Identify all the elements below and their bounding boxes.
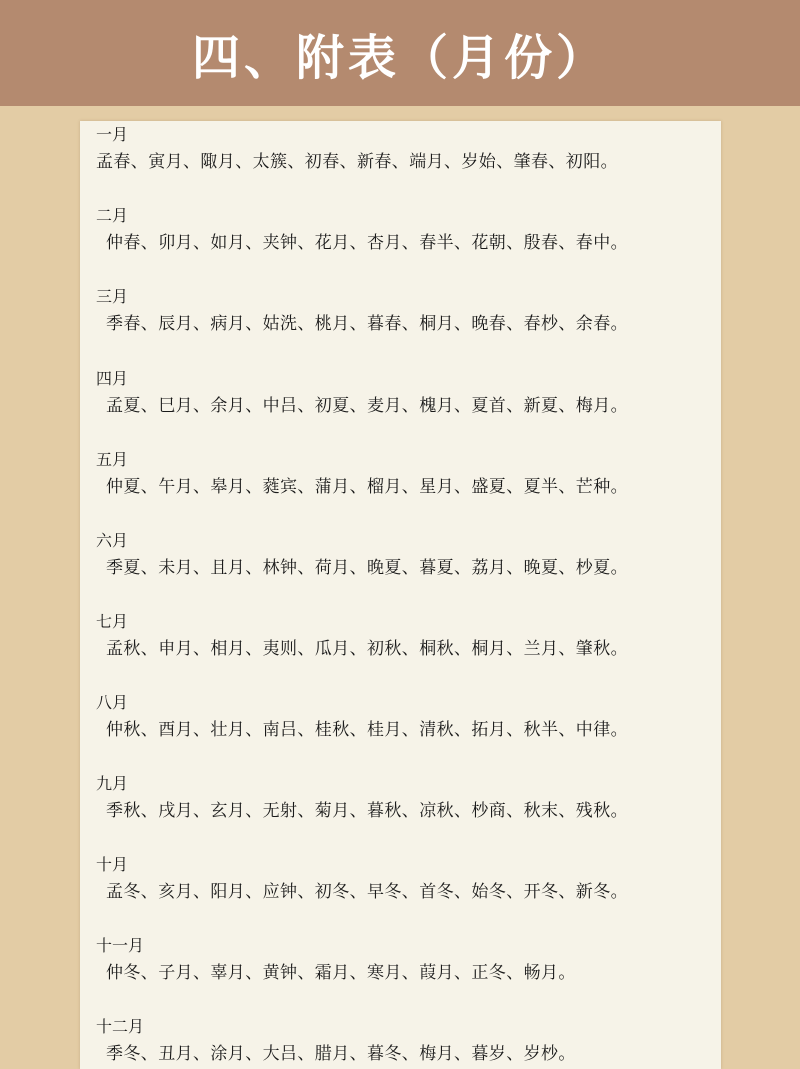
month-entry-11	[96, 936, 716, 984]
month-aliases: 孟冬、亥月、阳月、应钟、初冬、早冬、首冬、始冬、开冬、新冬。	[106, 882, 628, 902]
month-aliases: 仲秋、酉月、壮月、南吕、桂秋、桂月、清秋、拓月、秋半、中律。	[106, 720, 628, 740]
month-entry-7	[96, 612, 716, 660]
month-name: 八月	[96, 693, 129, 712]
month-aliases: 季春、辰月、病月、姑洗、桃月、暮春、桐月、晚春、春杪、余春。	[106, 314, 628, 334]
month-entry-8	[96, 693, 716, 741]
month-entry-12	[96, 1017, 716, 1065]
month-name: 二月	[96, 206, 129, 225]
page-title: 四、附表（月份）	[191, 29, 608, 86]
month-name: 十月	[96, 855, 129, 874]
month-aliases: 孟秋、申月、相月、夷则、瓜月、初秋、桐秋、桐月、兰月、肇秋。	[106, 639, 628, 659]
content-sheet	[80, 121, 721, 1069]
month-name: 六月	[96, 531, 129, 550]
month-name: 十一月	[96, 936, 145, 955]
month-name: 九月	[96, 774, 129, 793]
month-aliases: 仲冬、子月、辜月、黄钟、霜月、寒月、葭月、正冬、畅月。	[106, 963, 576, 983]
month-entry-6	[96, 531, 716, 579]
month-entry-9	[96, 774, 716, 822]
month-aliases: 仲夏、午月、皋月、蕤宾、蒲月、榴月、星月、盛夏、夏半、芒种。	[106, 477, 628, 497]
month-aliases: 孟夏、巳月、余月、中吕、初夏、麦月、槐月、夏首、新夏、梅月。	[106, 396, 628, 416]
month-name: 五月	[96, 450, 129, 469]
month-name: 七月	[96, 612, 129, 631]
month-name: 三月	[96, 287, 129, 306]
month-entry-2	[96, 206, 716, 254]
month-name: 四月	[96, 369, 129, 388]
month-aliases: 季冬、丑月、涂月、大吕、腊月、暮冬、梅月、暮岁、岁杪。	[106, 1044, 576, 1064]
month-aliases: 仲春、卯月、如月、夹钟、花月、杏月、春半、花朝、殷春、春中。	[106, 233, 628, 253]
month-name: 十二月	[96, 1017, 145, 1036]
month-aliases: 孟春、寅月、陬月、太簇、初春、新春、端月、岁始、肇春、初阳。	[96, 152, 618, 172]
month-name: 一月	[96, 125, 129, 144]
month-entry-5	[96, 450, 716, 498]
month-entry-3	[96, 287, 716, 335]
month-aliases: 季秋、戌月、玄月、无射、菊月、暮秋、凉秋、杪商、秋末、残秋。	[106, 801, 628, 821]
header-banner	[0, 0, 800, 106]
month-entry-1	[96, 125, 716, 173]
month-aliases: 季夏、未月、且月、林钟、荷月、晚夏、暮夏、荔月、晚夏、杪夏。	[106, 558, 628, 578]
month-entry-4	[96, 369, 716, 417]
month-entry-10	[96, 855, 716, 903]
